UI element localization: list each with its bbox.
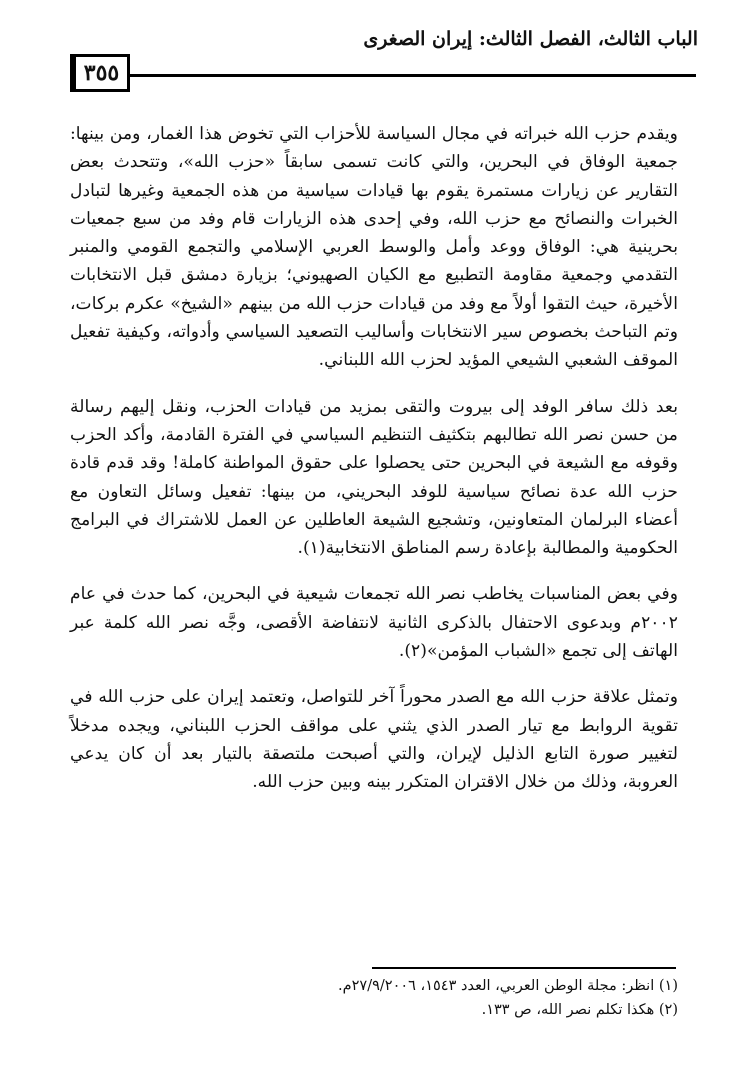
footnote-rule bbox=[372, 967, 676, 969]
paragraph-3: وفي بعض المناسبات يخاطب نصر الله تجمعات شيعية في البحرين، كما حدث في عام ٢٠٠٢م وبدعوى الاحتفال بالذكرى الثانية لانتفاضة الأقصى، وجَّه نصر الله كلمة عبر الهاتف إلى تجمع «الشباب المؤمن»(٢). bbox=[70, 584, 678, 662]
paragraph-2: بعد ذلك سافر الوفد إلى بيروت والتقى بمزيد من قيادات الحزب، ونقل إليهم رسالة من حسن نصر الله تطالبهم بتكثيف التنظيم السياسي في الفترة القادمة، وأكد الحزب وقوفه مع الشيعة في البحرين حتى يحصلوا على حقوق المواطنة كاملة! وقد قدم قادة حزب الله عدة نصائح سياسية للوفد البحريني، من بينها: تفعيل وسائل التعاون مع أعضاء البرلمان المتعاونين، وتشجيع الشيعة العاطلين عن العمل للاشتراك في البرامج الحكومية والمطالبة بإعادة رسم المناطق الانتخابية(١). bbox=[70, 396, 678, 559]
paragraph-1: ويقدم حزب الله خبراته في مجال السياسة للأحزاب التي تخوض هذا الغمار، ومن بينها: جمعية الوفاق في البحرين، والتي كانت تسمى سابقاً «حزب الله»، وتتحدث بعض التقارير عن زيارات مستمرة يقوم بها قيادات سياسية من هذه الجمعية وغيرها لتبادل الخبرات والنصائح مع حزب الله، وفي إحدى هذه الزيارات قام وفد من سبع جمعيات بحرينية هي: الوفاق ووعد وأمل والوسط العربي الإسلامي والتجمع القومي والمنبر التقدمي وجمعية مقاومة التطبيع مع الكيان الصهيوني؛ بزيارة دمشق قبل الانتخابات الأخيرة، حيث التقوا أولاً مع وفد من قيادات حزب الله من بينهم «الشيخ» عكرم بركات، وتم التباحث بخصوص سير الانتخابات وأساليب التصعيد السياسي وأدواته، وكيفية تفعيل الموقف الشعبي الشيعي المؤيد لحزب الله اللبناني. bbox=[70, 124, 678, 371]
running-header-title: الباب الثالث، الفصل الثالث: إيران الصغرى bbox=[363, 28, 698, 50]
paragraph-4: وتمثل علاقة حزب الله مع الصدر محوراً آخر للتواصل، وتعتمد إيران على حزب الله في تقوية الروابط مع تيار الصدر الذي يثني على مواقف الحزب اللبناني، ويجده مدخلاً لتغيير صورة التابع الذليل لإيران، والتي أصبحت ملتصقة بالتيار بعد أن كان يدعي العروبة، وذلك من خلال الاقتران المتكرر بينه وبين حزب الله. bbox=[70, 687, 678, 793]
header-rule bbox=[130, 74, 696, 77]
main-text bbox=[70, 120, 678, 815]
footnote-1: (١) انظر: مجلة الوطن العربي، العدد ١٥٤٣، ٢٧/٩/٢٠٠٦م. bbox=[338, 978, 678, 994]
footnote-2: (٢) هكذا تكلم نصر الله، ص ١٣٣. bbox=[481, 1002, 678, 1018]
page-number: ٣٥٥ bbox=[70, 54, 130, 92]
footnotes bbox=[70, 974, 678, 1022]
